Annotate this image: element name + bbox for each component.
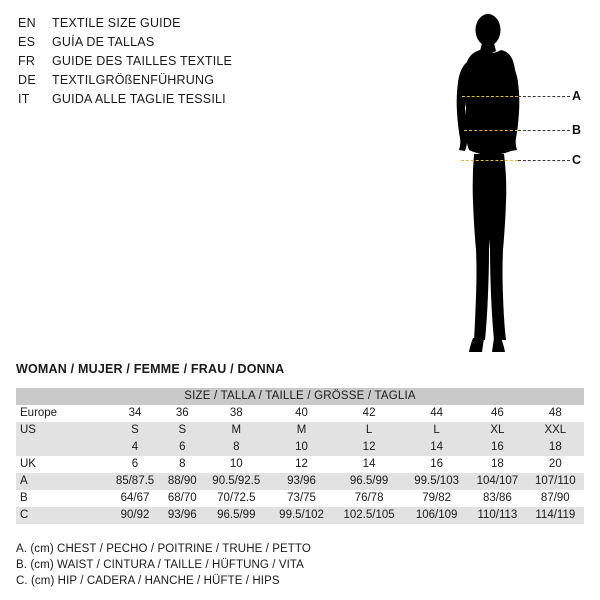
cell: L <box>405 422 468 439</box>
cell: 12 <box>333 439 405 456</box>
language-title: GUÍA DE TALLAS <box>52 35 155 49</box>
cell: 8 <box>203 439 271 456</box>
cell: 102.5/105 <box>333 507 405 524</box>
row-label: Europe <box>16 405 108 422</box>
size-table <box>16 388 584 524</box>
cell: 42 <box>333 405 405 422</box>
table-row <box>16 456 584 473</box>
cell: 96.5/99 <box>203 507 271 524</box>
cell: 10 <box>203 456 271 473</box>
cell: M <box>270 422 333 439</box>
cell: 114/119 <box>527 507 584 524</box>
cell: 110/113 <box>468 507 527 524</box>
body-figure <box>430 8 590 378</box>
table-row <box>16 473 584 490</box>
cell: 96.5/99 <box>333 473 405 490</box>
language-code: DE <box>18 73 36 87</box>
cell: 68/70 <box>162 490 203 507</box>
cell: 36 <box>162 405 203 422</box>
cell: 16 <box>468 439 527 456</box>
legend-row-hip: C. (cm) HIP / CADERA / HANCHE / HÜFTE / HIPS <box>16 575 280 587</box>
hip-leader-line <box>518 160 570 161</box>
cell: 99.5/102 <box>270 507 333 524</box>
language-title: TEXTILE SIZE GUIDE <box>52 16 181 30</box>
language-code: ES <box>18 35 36 49</box>
cell: 10 <box>270 439 333 456</box>
legend-row-chest: A. (cm) CHEST / PECHO / POITRINE / TRUHE / PETTO <box>16 543 311 555</box>
table-row <box>16 422 584 439</box>
waist-label: B <box>572 123 582 137</box>
cell: 107/110 <box>527 473 584 490</box>
cell: S <box>108 422 162 439</box>
language-row <box>18 16 438 35</box>
cell: 48 <box>527 405 584 422</box>
language-row <box>18 92 438 111</box>
row-label: C <box>16 507 108 524</box>
row-label: US <box>16 422 108 439</box>
measurement-legend <box>16 541 584 589</box>
cell: 88/90 <box>162 473 203 490</box>
cell: 18 <box>527 439 584 456</box>
row-label: UK <box>16 456 108 473</box>
table-row <box>16 405 584 422</box>
hip-label: C <box>572 153 582 167</box>
cell: XL <box>468 422 527 439</box>
cell: 85/87.5 <box>108 473 162 490</box>
cell: 4 <box>108 439 162 456</box>
female-silhouette-icon <box>430 8 590 378</box>
chest-label: A <box>572 89 582 103</box>
cell: 44 <box>405 405 468 422</box>
hip-guide-line <box>461 160 518 161</box>
chest-leader-line <box>518 96 570 97</box>
cell: XXL <box>527 422 584 439</box>
chest-guide-line <box>462 96 518 97</box>
language-row <box>18 35 438 54</box>
cell: 93/96 <box>162 507 203 524</box>
cell: 90/92 <box>108 507 162 524</box>
table-row <box>16 439 584 456</box>
language-code: IT <box>18 92 30 106</box>
row-label: B <box>16 490 108 507</box>
row-label: A <box>16 473 108 490</box>
language-row <box>18 73 438 92</box>
language-code: EN <box>18 16 36 30</box>
language-code: FR <box>18 54 36 68</box>
cell: 16 <box>405 456 468 473</box>
cell: 40 <box>270 405 333 422</box>
cell: L <box>333 422 405 439</box>
row-label <box>16 439 108 456</box>
table-row <box>16 507 584 524</box>
cell: M <box>203 422 271 439</box>
language-row <box>18 54 438 73</box>
cell: 64/67 <box>108 490 162 507</box>
cell: 6 <box>108 456 162 473</box>
waist-guide-line <box>464 130 518 131</box>
cell: 73/75 <box>270 490 333 507</box>
language-title: TEXTILGRÖßENFÜHRUNG <box>52 73 215 87</box>
cell: 8 <box>162 456 203 473</box>
table-header-label: SIZE / TALLA / TAILLE / GRÖSSE / TAGLIA <box>184 390 416 402</box>
cell: 93/96 <box>270 473 333 490</box>
cell: 70/72.5 <box>203 490 271 507</box>
cell: 14 <box>333 456 405 473</box>
cell: 90.5/92.5 <box>203 473 271 490</box>
cell: 6 <box>162 439 203 456</box>
cell: 99.5/103 <box>405 473 468 490</box>
language-list <box>18 16 438 111</box>
table-header-row <box>16 388 584 405</box>
legend-row-waist: B. (cm) WAIST / CINTURA / TAILLE / HÜFTUNG / VITA <box>16 559 304 571</box>
cell: 38 <box>203 405 271 422</box>
cell: 76/78 <box>333 490 405 507</box>
cell: 18 <box>468 456 527 473</box>
cell: 87/90 <box>527 490 584 507</box>
cell: 14 <box>405 439 468 456</box>
gender-heading: WOMAN / MUJER / FEMME / FRAU / DONNA <box>16 362 285 376</box>
waist-leader-line <box>518 130 570 131</box>
cell: 46 <box>468 405 527 422</box>
cell: 20 <box>527 456 584 473</box>
cell: 12 <box>270 456 333 473</box>
language-title: GUIDE DES TAILLES TEXTILE <box>52 54 233 68</box>
cell: 106/109 <box>405 507 468 524</box>
language-title: GUIDA ALLE TAGLIE TESSILI <box>52 92 226 106</box>
cell: S <box>162 422 203 439</box>
cell: 104/107 <box>468 473 527 490</box>
cell: 83/86 <box>468 490 527 507</box>
cell: 34 <box>108 405 162 422</box>
table-row <box>16 490 584 507</box>
cell: 79/82 <box>405 490 468 507</box>
